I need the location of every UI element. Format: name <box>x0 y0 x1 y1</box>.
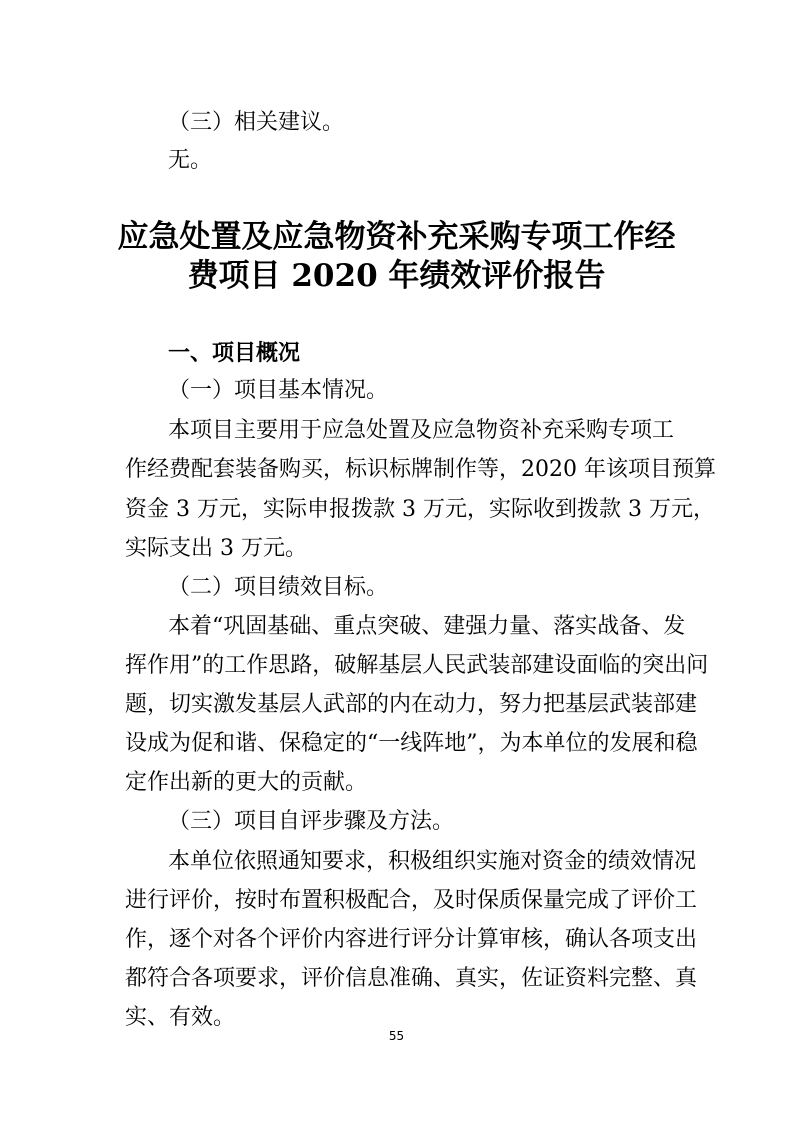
page-number: 55 <box>388 1029 405 1043</box>
subheading-basic-info: （一）项目基本情况。 <box>168 378 389 403</box>
paragraph-line: 都符合各项要求，评价信息准确、真实，佐证资料完整、真 <box>125 966 698 991</box>
paragraph-line: 资金 3 万元，实际申报拨款 3 万元，实际收到拨款 3 万元， <box>125 497 715 522</box>
paragraph-line: 本项目主要用于应急处置及应急物资补充采购专项工 <box>168 418 675 443</box>
paragraph-line: 进行评价，按时布置积极配合，及时保质保量完成了评价工 <box>125 888 698 913</box>
suggestions-text: 无。 <box>168 148 213 173</box>
paragraph-line: 本着“巩固基础、重点突破、建强力量、落实战备、发 <box>168 614 686 639</box>
paragraph-line: 作经费配套装备购买，标识标牌制作等，2020 年该项目预算 <box>125 457 716 482</box>
report-title-line-2: 费项目 2020 年绩效评价报告 <box>187 258 606 294</box>
paragraph-line: 挥作用”的工作思路，破解基层人民武装部建设面临的突出问 <box>125 653 709 678</box>
paragraph-line: 作，逐个对各个评价内容进行评分计算审核，确认各项支出 <box>125 927 698 952</box>
paragraph-line: 定作出新的更大的贡献。 <box>125 770 368 795</box>
subheading-performance-goals: （二）项目绩效目标。 <box>168 575 389 600</box>
paragraph-line: 设成为促和谐、保稳定的“一线阵地”，为本单位的发展和稳 <box>125 731 698 756</box>
paragraph-line: 题，切实激发基层人武部的内在动力，努力把基层武装部建 <box>125 692 698 717</box>
section-heading-project-overview: 一、项目概况 <box>168 341 301 366</box>
subheading-self-evaluation-method: （三）项目自评步骤及方法。 <box>168 809 455 834</box>
report-title-line-1: 应急处置及应急物资补充采购专项工作经 <box>117 219 676 255</box>
paragraph-line: 实际支出 3 万元。 <box>125 536 307 561</box>
subheading-related-suggestions: （三）相关建议。 <box>168 110 345 135</box>
paragraph-line: 本单位依照通知要求，积极组织实施对资金的绩效情况 <box>168 849 697 874</box>
paragraph-line: 实、有效。 <box>125 1005 236 1030</box>
